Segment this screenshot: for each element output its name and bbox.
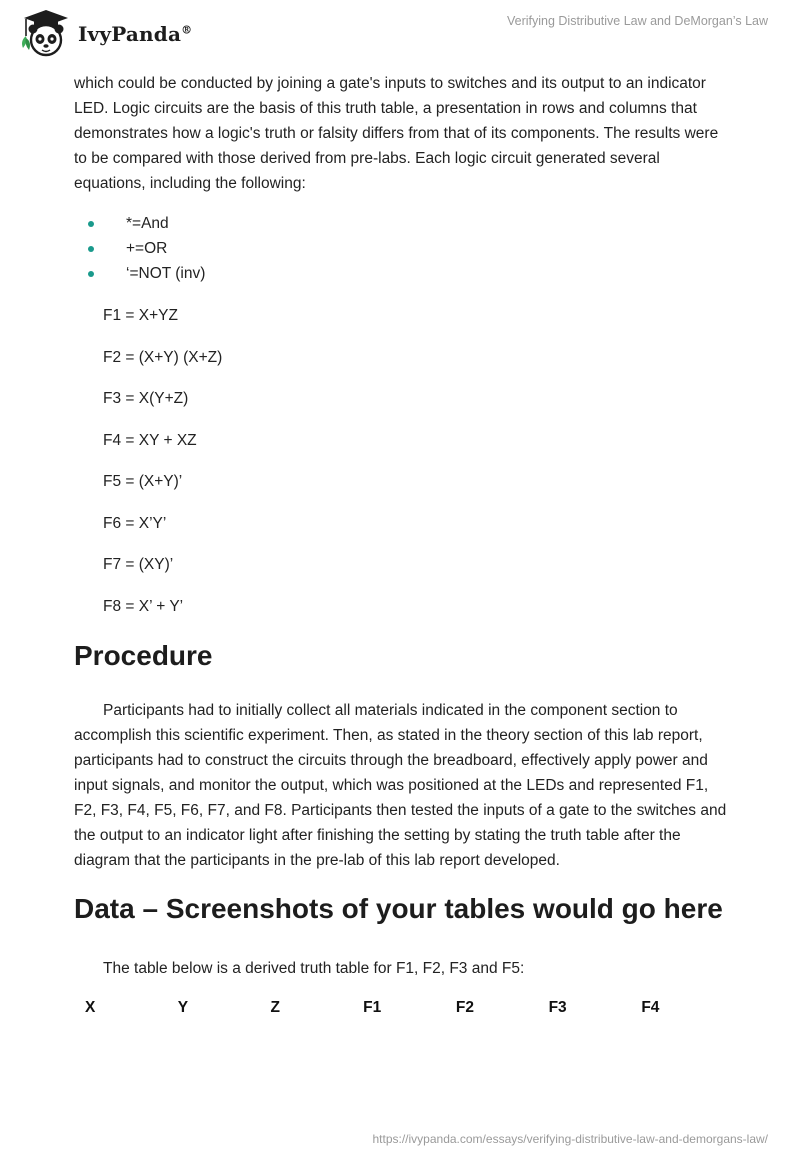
equation-f1: F1 = X+YZ: [103, 307, 178, 324]
column-header-f4: F4: [641, 998, 660, 1016]
column-header-y: Y: [177, 998, 189, 1016]
operator-list: [74, 211, 734, 286]
list-item: ‘=NOT (inv): [74, 261, 734, 286]
equation-f3: F3 = X(Y+Z): [103, 390, 189, 407]
equation-f2: F2 = (X+Y) (X+Z): [103, 348, 223, 366]
bullet-icon: [88, 221, 94, 227]
equation-f4: F4 = XY + XZ: [103, 431, 197, 449]
intro-paragraph: which could be conducted by joining a gate's inputs to switches and its output to an indicator LED. Logic circuits are the basis of this truth table, a presentation in rows and columns that demonstrates how a logic's truth or falsity differs from that of its components. The results were to be compared with those derived from pre-labs. Each logic circuit generated several equations, including the following:: [74, 75, 719, 192]
truth-table-header: [85, 999, 734, 1017]
column-header-x: X: [85, 998, 96, 1016]
equation-f5: F5 = (X+Y)’: [103, 473, 183, 490]
bullet-icon: [88, 271, 94, 277]
equation-f8: F8 = X’ + Y’: [103, 597, 184, 615]
column-header-f2: F2: [455, 998, 474, 1016]
procedure-paragraph: Participants had to initially collect all materials indicated in the component section to accomplish this scientific experiment. Then, as stated in the theory section of this lab report, participants had to construct the circuits through the breadboard, effectively apply power and input signals, and monitor the output, which was positioned at the LEDs and represented F1, F2, F3, F4, F5, F6, F7, and F8. Participants then tested the inputs of a gate to the switches and the output to an indicator light after finishing the setting by stating the truth table after the diagram that the participants in the pre-lab of this lab report developed.: [74, 701, 727, 869]
column-header-f3: F3: [548, 998, 567, 1016]
brand-name: IvyPanda®: [78, 22, 193, 46]
equation-f7: F7 = (XY)’: [103, 556, 174, 573]
table-intro: The table below is a derived truth table for F1, F2, F3 and F5:: [103, 959, 525, 977]
list-item: +=OR: [74, 236, 734, 261]
brand-logo[interactable]: [14, 8, 192, 60]
bullet-icon: [88, 246, 94, 252]
page-header: [0, 0, 800, 70]
document-title: Verifying Distributive Law and DeMorgan’s Law: [506, 14, 768, 28]
column-header-f1: F1: [363, 998, 382, 1016]
procedure-heading: Procedure: [74, 639, 213, 671]
list-item: *=And: [74, 211, 734, 236]
data-heading: Data – Screenshots of your tables would go here: [74, 892, 723, 924]
ivypanda-logo-icon: [14, 8, 74, 60]
article-body: [74, 70, 734, 1017]
equation-f6: F6 = X’Y’: [103, 514, 167, 532]
source-url[interactable]: https://ivypanda.com/essays/verifying-distributive-law-and-demorgans-law/: [372, 1132, 768, 1146]
column-header-z: Z: [270, 998, 280, 1016]
